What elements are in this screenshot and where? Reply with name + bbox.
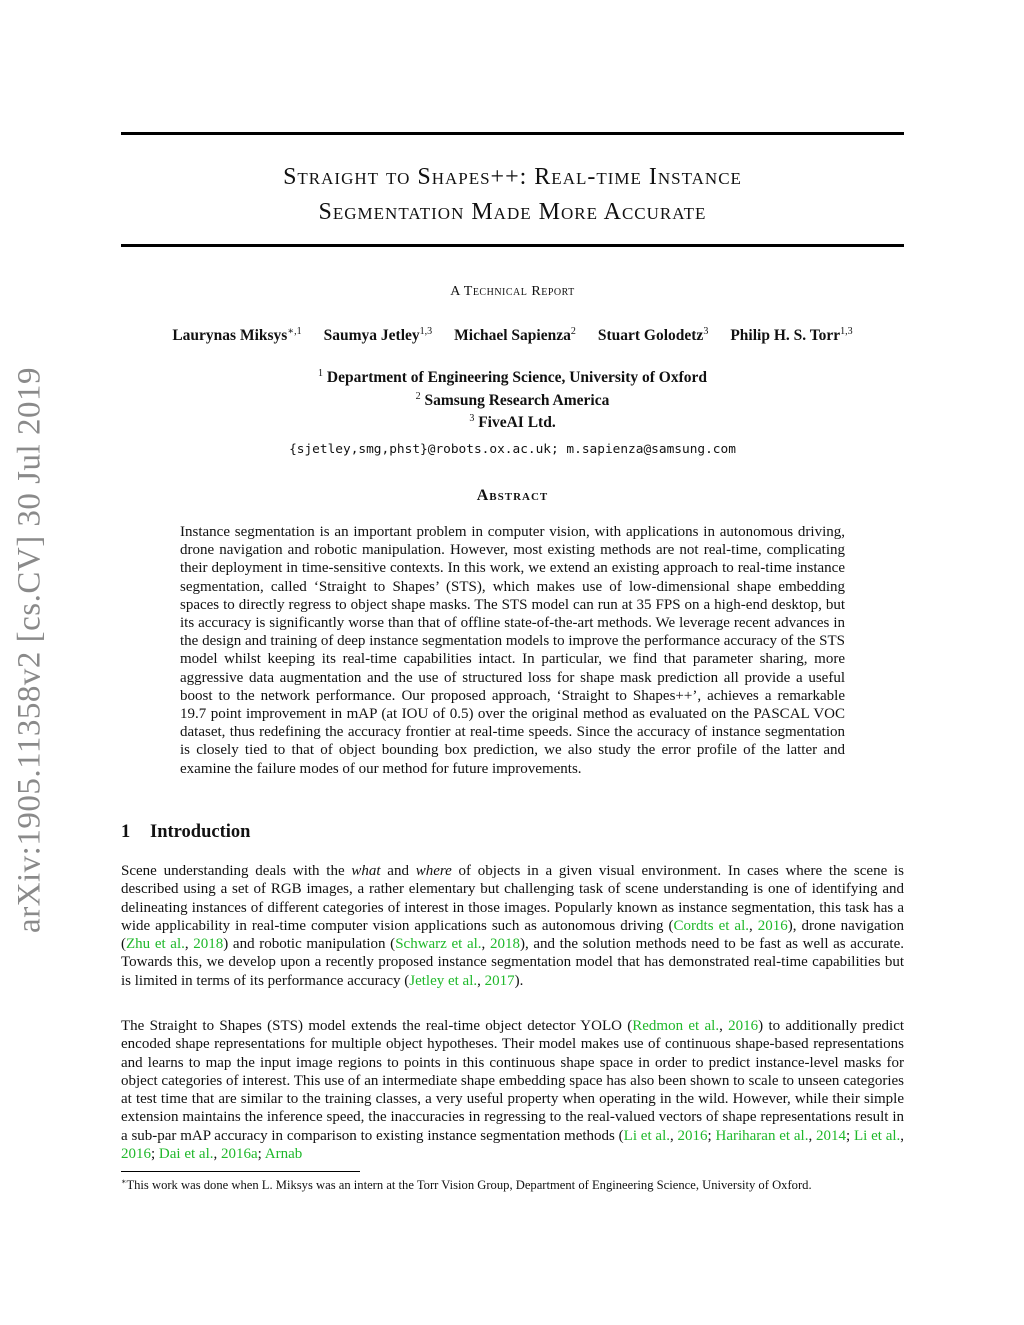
title-line-2: Segmentation Made More Accurate [318,199,707,225]
author [172,326,301,345]
footnote [121,1174,904,1194]
citation-link[interactable]: Schwarz et al. [395,936,482,953]
emphasis-where: where [415,863,452,879]
citation-link[interactable]: 2016 [121,1146,151,1163]
citation-link[interactable]: Jetley et al. [409,972,478,989]
affiliation [121,365,904,388]
citation-link[interactable]: 2016a [220,1146,258,1163]
section-number: 1 [121,822,131,842]
author [730,326,852,345]
citation-link[interactable]: 2016 [757,917,788,934]
author-affil-mark: 1,3 [419,326,433,337]
citation-link[interactable]: Cordts et al. [673,917,749,934]
affiliation-list [121,365,904,433]
citation-link[interactable]: 2017 [484,972,515,989]
citation-link[interactable]: 2018 [193,936,224,953]
citation-link[interactable]: 2016 [728,1018,759,1034]
author-affil-mark: ∗,1 [287,326,302,337]
citation-link[interactable]: 2014 [816,1127,846,1144]
affiliation-name: FiveAI Ltd. [478,414,556,432]
footnote-mark: ∗ [121,1177,127,1186]
author-name: Saumya Jetley [323,327,420,345]
citation-link[interactable]: Zhu et al. [126,936,185,953]
report-subtitle: A Technical Report [450,284,575,299]
citation-link[interactable]: Hariharan et al. [715,1127,809,1144]
citation-link[interactable]: Li et al. [623,1127,670,1144]
intro-paragraph-1: Scene understanding deals with the what and where of objects in a given visual environment. In cases where the scene is described using a set of RGB images, a rather elementary but challenging task of scene understanding is one of identifying and delineating instances of different categories of interest in those images. Popularly known as instance segmentation, this task has a wide applicability in real-time computer vision applications such as autonomous driving (Cordts et al., 2016), drone navigation (Zhu et al., 2018) and robotic manipulation (Schwarz et al., 2018), and the solution methods need to be fast as well as accurate. Towards this, we develop upon a recently proposed instance segmentation model that has demonstrated real-time capabilities but is limited in terms of its performance accuracy (Jetley et al., 2017). [121,863,904,989]
arxiv-sidebar [0,360,60,940]
author-affil-mark: 1,3 [840,326,853,337]
title-bottom-rule [121,244,904,247]
footnote-divider [121,1171,360,1172]
author-affil-mark: 3 [703,326,709,337]
abstract-body: Instance segmentation is an important problem in computer vision, with applications in autonomous driving, drone navigation and robotic manipulation. However, most existing methods are not real-time, complicating their deployment in time-sensitive contexts. In this work, we extend an existing approach to real-time instance segmentation, called ‘Straight to Shapes’ (STS), which makes use of low-dimensional shape embedding spaces to directly regress to object shape masks. The STS model can run at 35 FPS on a high-end desktop, but its accuracy is significantly worse than that of offline state-of-the-art methods. We leverage recent advances in the design and training of deep instance segmentation models to improve the performance accuracy of the STS model whilst keeping its real-time capabilities intact. In particular, we find that parameter sharing, more aggressive data augmentation and the use of structured loss for shape mask prediction all provide a useful boost to the network performance. Our proposed approach, ‘Straight to Shapes++’, achieves a remarkable 19.7 point improvement in mAP (at IOU of 0.5) over the original method as evaluated on the PASCAL VOC dataset, thus redefining the accuracy frontier at real-time speeds. Since the accuracy of instance segmentation is closely tied to that of object bounding box prediction, we also study the error profile of the latter and examine the failure modes of our method for future improvements. [180,524,845,777]
contact-emails: {sjetley,smg,phst}@robots.ox.ac.uk; m.sapienza@samsung.com [289,442,736,457]
arxiv-identifier: arXiv:1905.11358v2 [cs.CV] 30 Jul 2019 [11,367,48,933]
author-name: Michael Sapienza [454,327,571,345]
author-list [121,326,904,345]
author [598,326,708,345]
section-heading [121,822,250,843]
affiliation-name: Samsung Research America [424,391,610,409]
citation-link[interactable]: 2016 [677,1127,708,1144]
author-name: Philip H. S. Torr [730,327,841,345]
footnote-text: This work was done when L. Miksys was an intern at the Torr Vision Group, Department of Engineering Science, University of Oxford. [126,1178,812,1193]
author [324,326,433,345]
affiliation-mark: 3 [469,413,475,425]
affiliation [121,388,904,411]
citation-link[interactable]: Arnab [264,1146,303,1163]
title-top-rule [121,132,904,135]
citation-link[interactable]: 2018 [489,936,520,953]
affiliation-mark: 1 [318,368,323,379]
abstract-heading: Abstract [476,487,549,504]
author [454,326,576,345]
intro-paragraph-2: The Straight to Shapes (STS) model extends the real-time object detector YOLO (Redmon et al., 2016) to additionally predict encoded shape representations for multiple object hypotheses. Their model makes use of continuous shape-based representations and learns to map the input image regions to points in this continuous shape space in order to predict instance-level masks for object categories of interest. This use of an intermediate shape embedding space has also been shown to scale to unseen categories at test time that are similar to the training classes, a very useful property when operating in the wild. However, while their simple extension maintains the inference speed, the inaccuracies in regressing to the real-valued vectors of shape representations result in a sub-par mAP accuracy in comparison to existing instance segmentation methods (Li et al., 2016; Hariharan et al., 2014; Li et al., 2016; Dai et al., 2016a; Arnab [121,1018,905,1163]
affiliation-mark: 2 [415,390,421,402]
affiliation [121,410,904,433]
citation-link[interactable]: Redmon et al. [632,1018,720,1034]
citation-link[interactable]: Dai et al. [158,1146,214,1163]
paper-title [121,160,904,230]
affiliation-name: Department of Engineering Science, University of Oxford [326,369,707,387]
author-name: Laurynas Miksys [172,327,288,345]
author-affil-mark: 2 [570,326,576,337]
section-title: Introduction [150,822,251,842]
title-line-1: Straight to Shapes++: Real-time Instance [283,164,742,190]
emphasis-what: what [351,863,381,879]
citation-link[interactable]: Li et al. [853,1127,901,1144]
author-name: Stuart Golodetz [597,327,704,345]
